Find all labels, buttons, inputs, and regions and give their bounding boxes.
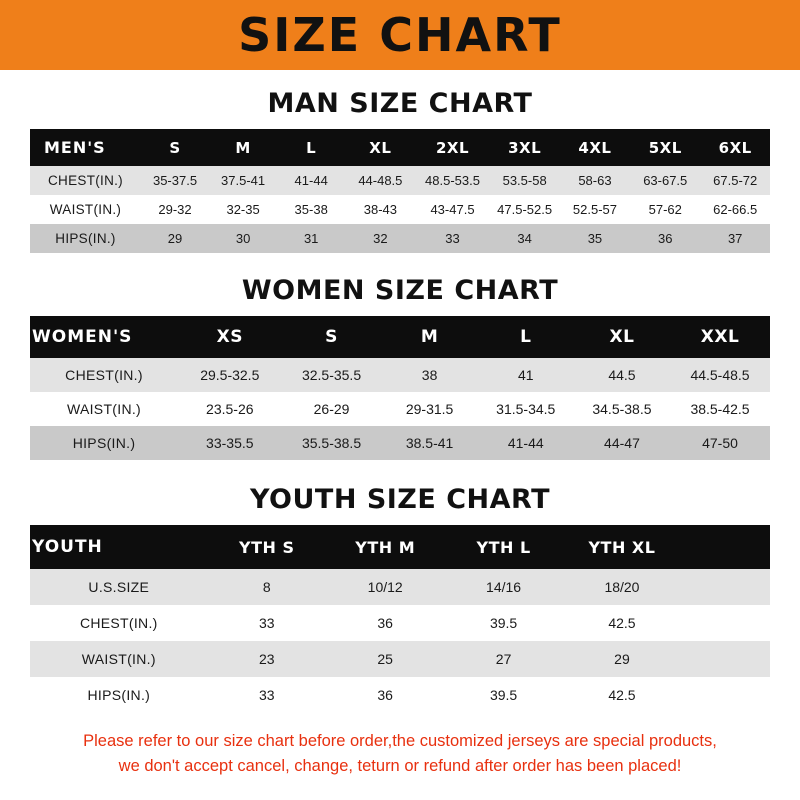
youth-header-cell: YTH S xyxy=(239,537,295,557)
table-cell: 41-44 xyxy=(294,173,328,188)
page-title: SIZE CHART xyxy=(238,8,562,62)
table-cell: 32 xyxy=(373,231,388,246)
table-row xyxy=(30,224,770,253)
note-line-2: we don't accept cancel, change, teturn or refund after order has been placed! xyxy=(118,756,682,775)
table-cell: 27 xyxy=(495,651,512,667)
table-cell: 37 xyxy=(727,231,743,246)
table-cell: 32.5-35.5 xyxy=(301,367,362,383)
table-cell: 36 xyxy=(377,615,393,631)
youth-header-spacer xyxy=(681,525,770,569)
table-cell: 48.5-53.5 xyxy=(425,173,480,188)
women-header-cell: L xyxy=(520,327,532,347)
row-label: WAIST(IN.) xyxy=(81,651,156,667)
man-size-table xyxy=(30,129,770,253)
row-label: HIPS(IN.) xyxy=(55,231,116,246)
table-cell: 30 xyxy=(235,231,251,246)
table-cell: 35.5-38.5 xyxy=(301,435,362,451)
note-line-1: Please refer to our size chart before order,the customized jerseys are special products, xyxy=(83,732,717,750)
table-cell: 23 xyxy=(259,651,275,667)
women-header-cell: XXL xyxy=(700,327,740,347)
table-cell: 62-66.5 xyxy=(713,202,758,217)
table-cell: 33 xyxy=(445,231,460,246)
table-cell: 29-32 xyxy=(158,202,192,217)
table-cell: 29-31.5 xyxy=(405,401,454,417)
row-label: CHEST(IN.) xyxy=(79,615,158,631)
table-cell: 18/20 xyxy=(604,579,640,595)
table-cell: 8 xyxy=(262,579,271,595)
man-header-cell: S xyxy=(169,138,181,157)
table-cell: 35 xyxy=(587,231,603,246)
row-label: WAIST(IN.) xyxy=(66,401,142,417)
table-cell: 31 xyxy=(303,231,319,246)
table-cell: 57-62 xyxy=(648,202,682,217)
women-table-wrap xyxy=(30,316,770,460)
youth-header-cell: YTH M xyxy=(355,537,416,557)
youth-header-cell: YOUTH xyxy=(32,537,103,557)
row-label: CHEST(IN.) xyxy=(47,173,123,188)
table-cell: 37.5-41 xyxy=(221,173,266,188)
table-cell: 41-44 xyxy=(507,435,544,451)
table-cell: 42.5 xyxy=(608,615,636,631)
table-cell: 47.5-52.5 xyxy=(497,202,553,217)
table-cell: 44.5-48.5 xyxy=(690,367,750,383)
women-header-cell: XL xyxy=(609,327,635,347)
table-row xyxy=(30,195,770,224)
row-label: CHEST(IN.) xyxy=(65,367,143,383)
table-cell: 34 xyxy=(517,231,532,246)
table-cell: 53.5-58 xyxy=(502,173,547,188)
man-header-cell: 5XL xyxy=(648,138,682,157)
youth-header-row xyxy=(30,525,770,569)
table-cell: 42.5 xyxy=(608,687,636,703)
women-header-cell: WOMEN'S xyxy=(32,327,133,347)
table-cell: 38-43 xyxy=(363,202,397,217)
table-cell: 26-29 xyxy=(313,401,350,417)
man-header-row xyxy=(30,129,770,166)
row-label: U.S.SIZE xyxy=(88,579,150,595)
table-cell: 31.5-34.5 xyxy=(496,401,556,417)
women-header-cell: XS xyxy=(216,327,243,347)
man-table-wrap xyxy=(30,129,770,253)
table-cell: 35-38 xyxy=(294,202,328,217)
table-cell: 33 xyxy=(259,687,275,703)
women-size-table xyxy=(30,316,770,460)
man-header-cell: 6XL xyxy=(718,138,752,157)
table-cell: 43-47.5 xyxy=(430,202,475,217)
youth-table-wrap xyxy=(30,525,770,713)
table-cell: 52.5-57 xyxy=(572,202,617,217)
man-header-cell: 4XL xyxy=(578,138,612,157)
table-cell: 58-63 xyxy=(578,173,612,188)
table-cell: 47-50 xyxy=(702,435,738,451)
man-header-cell: 2XL xyxy=(435,138,470,157)
table-cell: 36 xyxy=(377,687,393,703)
table-cell: 33-35.5 xyxy=(206,435,254,451)
table-cell: 35-37.5 xyxy=(152,173,198,188)
row-label: HIPS(IN.) xyxy=(72,435,136,451)
youth-section-title: YOUTH SIZE CHART xyxy=(249,484,551,515)
table-cell-spacer xyxy=(681,677,770,713)
banner xyxy=(0,0,800,70)
table-cell: 10/12 xyxy=(367,579,403,595)
table-row xyxy=(30,677,770,713)
disclaimer-note xyxy=(24,729,776,779)
table-cell: 29 xyxy=(167,231,183,246)
table-cell: 38 xyxy=(421,367,438,383)
table-cell-spacer xyxy=(681,641,770,677)
table-cell-spacer xyxy=(681,569,770,605)
table-cell: 63-67.5 xyxy=(643,173,688,188)
table-cell: 44-48.5 xyxy=(358,173,403,188)
women-section-title: WOMEN SIZE CHART xyxy=(241,275,559,306)
table-row xyxy=(30,426,770,460)
table-cell-spacer xyxy=(681,605,770,641)
table-cell: 25 xyxy=(377,651,393,667)
table-cell: 67.5-72 xyxy=(713,173,758,188)
youth-size-table xyxy=(30,525,770,713)
women-header-cell: S xyxy=(325,327,338,347)
table-cell: 39.5 xyxy=(489,615,518,631)
women-header-cell: M xyxy=(420,327,439,347)
man-header-cell: 3XL xyxy=(508,138,542,157)
table-cell: 23.5-26 xyxy=(206,401,254,417)
row-label: HIPS(IN.) xyxy=(87,687,151,703)
table-cell: 14/16 xyxy=(486,579,522,595)
man-header-cell: M xyxy=(235,138,251,157)
table-cell: 36 xyxy=(658,231,673,246)
table-cell: 29 xyxy=(614,651,630,667)
table-cell: 32-35 xyxy=(226,202,260,217)
table-cell: 39.5 xyxy=(489,687,518,703)
youth-header-cell: YTH XL xyxy=(588,537,656,557)
table-row xyxy=(30,605,770,641)
row-label: WAIST(IN.) xyxy=(49,202,122,217)
table-cell: 44.5 xyxy=(608,367,636,383)
man-header-cell: L xyxy=(306,138,317,157)
table-row xyxy=(30,358,770,392)
table-cell: 29.5-32.5 xyxy=(200,367,260,383)
youth-header-cell: YTH L xyxy=(476,537,531,557)
table-cell: 41 xyxy=(517,367,534,383)
man-header-cell: MEN'S xyxy=(44,138,106,157)
table-cell: 33 xyxy=(259,615,275,631)
table-row xyxy=(30,392,770,426)
table-row xyxy=(30,166,770,195)
table-row xyxy=(30,641,770,677)
table-row xyxy=(30,569,770,605)
women-header-row xyxy=(30,316,770,358)
table-cell: 34.5-38.5 xyxy=(592,401,652,417)
man-section-title: MAN SIZE CHART xyxy=(267,88,533,119)
man-header-cell: XL xyxy=(369,138,392,157)
table-cell: 38.5-41 xyxy=(405,435,454,451)
table-cell: 44-47 xyxy=(604,435,640,451)
table-cell: 38.5-42.5 xyxy=(690,401,750,417)
